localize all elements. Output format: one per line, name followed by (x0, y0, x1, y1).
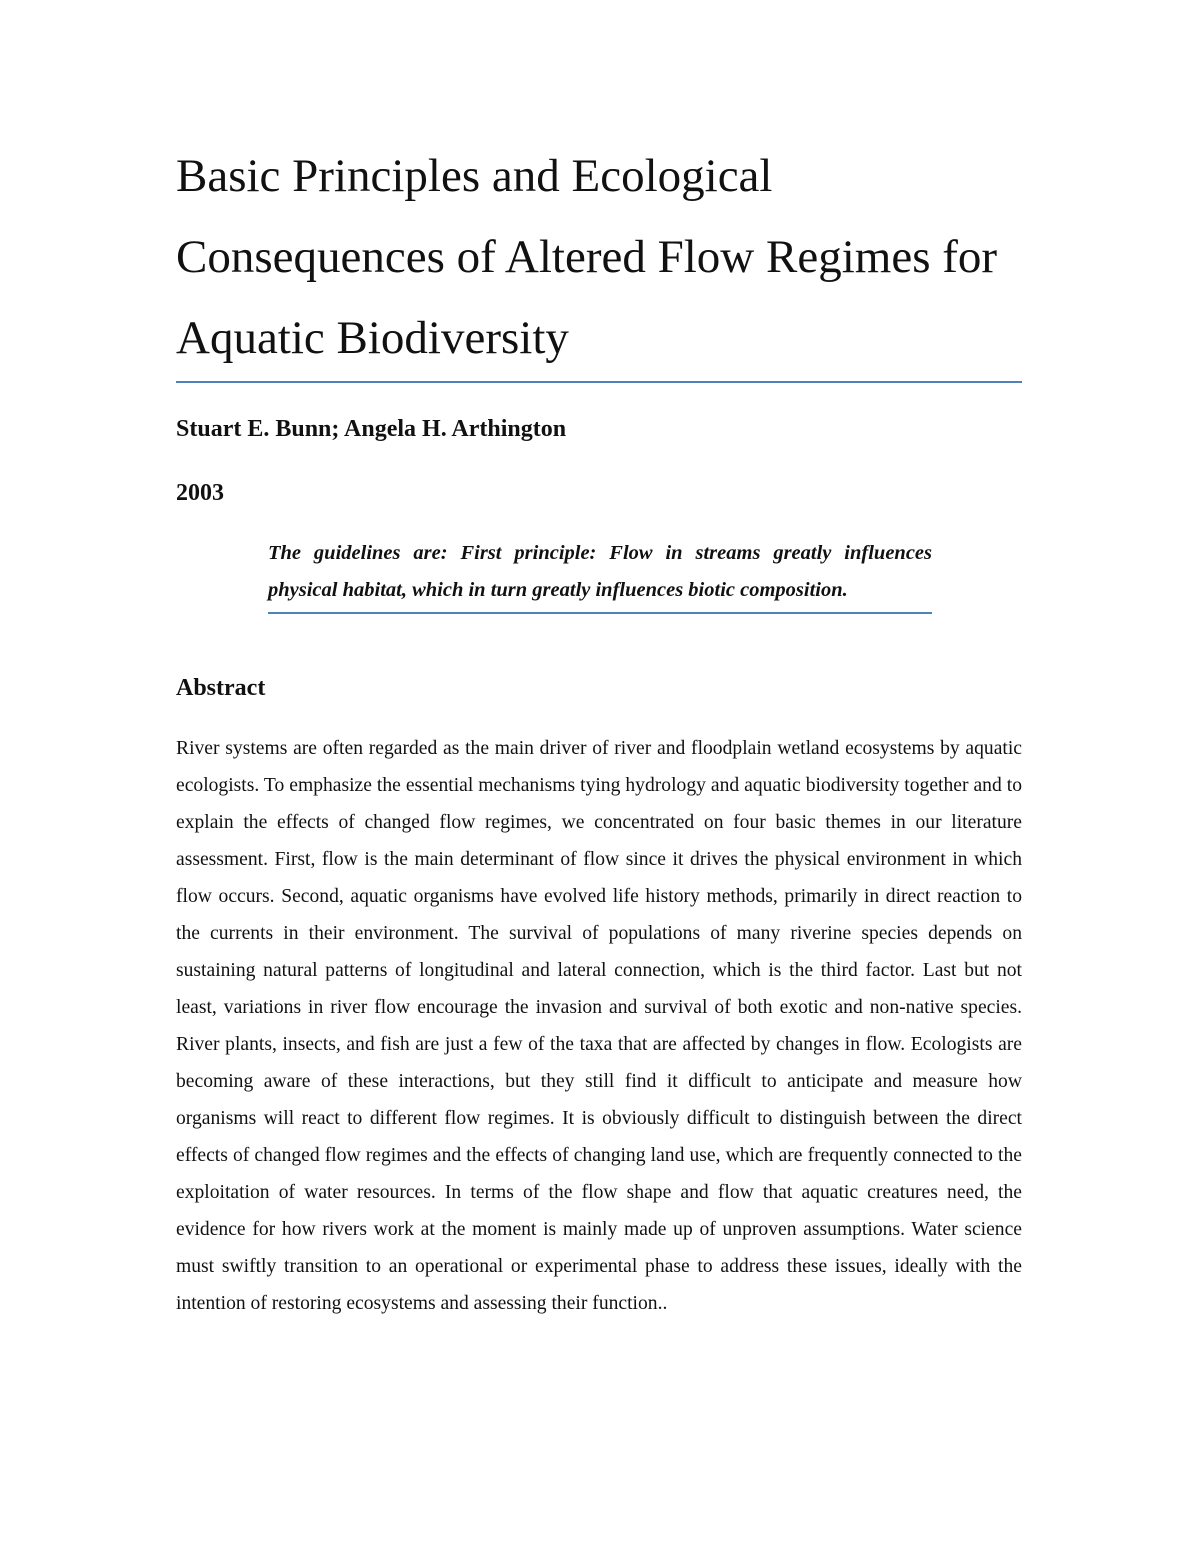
document-authors: Stuart E. Bunn; Angela H. Arthington (176, 416, 567, 442)
document-title: Basic Principles and Ecological Consequences of Altered Flow Regimes for Aquatic Biodiversity (176, 136, 1022, 383)
abstract-body: River systems are often regarded as the main driver of river and floodplain wetland ecosystems by aquatic ecologists. To emphasize the essential mechanisms tying hydrology and aquatic biodiversity together and to explain the effects of changed flow regimes, we concentrated on four basic themes in our literature assessment. First, flow is the main determinant of flow since it drives the physical environment in which flow occurs. Second, aquatic organisms have evolved life history methods, primarily in direct reaction to the currents in their environment. The survival of populations of many riverine species depends on sustaining natural patterns of longitudinal and lateral connection, which is the third factor. Last but not least, variations in river flow encourage the invasion and survival of both exotic and non-native species. River plants, insects, and fish are just a few of the taxa that are affected by changes in flow. Ecologists are becoming aware of these interactions, but they still find it difficult to anticipate and measure how organisms will react to different flow regimes. It is obviously difficult to distinguish between the direct effects of changed flow regimes and the effects of changing land use, which are frequently connected to the exploitation of water resources. In terms of the flow shape and flow that aquatic creatures need, the evidence for how rivers work at the moment is mainly made up of unproven assumptions. Water science must swiftly transition to an operational or experimental phase to address these issues, ideally with the intention of restoring ecosystems and assessing their function.. (176, 738, 1022, 1314)
document-page (176, 136, 1022, 1322)
document-year: 2003 (176, 480, 224, 506)
guideline-quote: The guidelines are: First principle: Flow in streams greatly influences physical habitat, which in turn greatly influences biotic composition. (268, 535, 932, 614)
abstract-heading: Abstract (176, 675, 266, 701)
